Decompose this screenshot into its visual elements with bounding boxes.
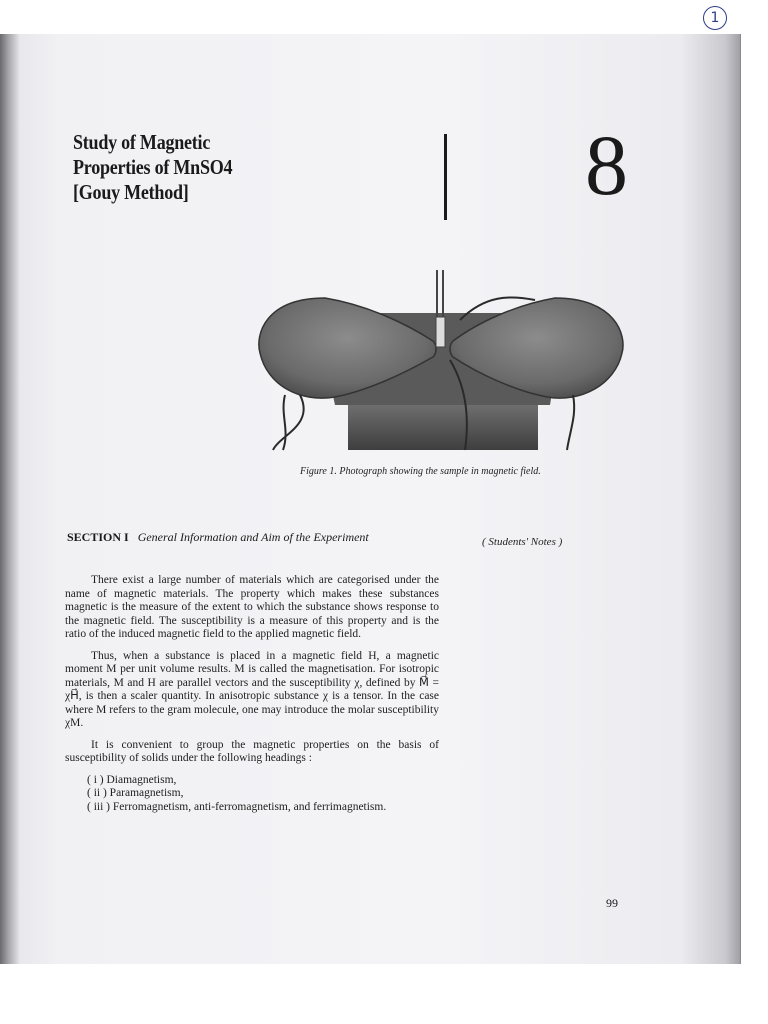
figure-photo-magnet (255, 265, 630, 457)
section-title: General Information and Aim of the Experiment (137, 530, 369, 544)
page-number: 99 (606, 896, 618, 910)
section-heading (67, 530, 369, 545)
chapter-title-line: Properties of MnSO4 (73, 155, 233, 179)
students-notes-label: ( Students' Notes ) (482, 536, 563, 548)
sample-tube (436, 317, 445, 347)
title-divider (444, 134, 447, 220)
section-label: SECTION I (67, 530, 129, 544)
magnet-base (348, 405, 538, 450)
body-text (65, 574, 439, 814)
chapter-number: 8 (585, 117, 628, 213)
list-item: ( i ) Diamagnetism, (87, 773, 177, 786)
list-item: ( iii ) Ferromagnetism, anti-ferromagnetism, and ferrimagnetism. (87, 800, 387, 813)
paragraph: Thus, when a substance is placed in a magnetic field H, a magnetic moment M per unit volume results. M is called the magnetisation. For isotropic materials, M and H are parallel vectors and the susceptibility χ, defined by M⃗ = χH⃗, is then a scaler quantity. In anisotropic substance χ is a tensor. In the case where M refers to the gram molecule, one may introduce the molar susceptibility χM. (65, 649, 439, 729)
paragraph: It is convenient to group the magnetic properties on the basis of susceptibility of solids under the following headings : (65, 738, 439, 764)
binding-shadow (0, 34, 20, 964)
paragraph: There exist a large number of materials which are categorised under the name of magnetic materials. The property which makes these substances magnetic is the measure of the extent to which the substance shows response to the magnetic field. The susceptibility is a measure of this property and is the ratio of the induced magnetic field to the applied magnetic field. (65, 574, 439, 640)
lead-wire (283, 395, 286, 450)
list-item: ( ii ) Paramagnetism, (87, 787, 184, 799)
chapter-title (73, 130, 357, 205)
figure-caption: Figure 1. Photograph showing the sample in magnetic field. (300, 466, 541, 477)
chapter-title-line: Study of Magnetic (73, 130, 211, 154)
chapter-title-line: [Gouy Method] (73, 180, 189, 204)
headings-list (65, 774, 439, 815)
handwritten-page-mark: 1 (703, 6, 727, 30)
